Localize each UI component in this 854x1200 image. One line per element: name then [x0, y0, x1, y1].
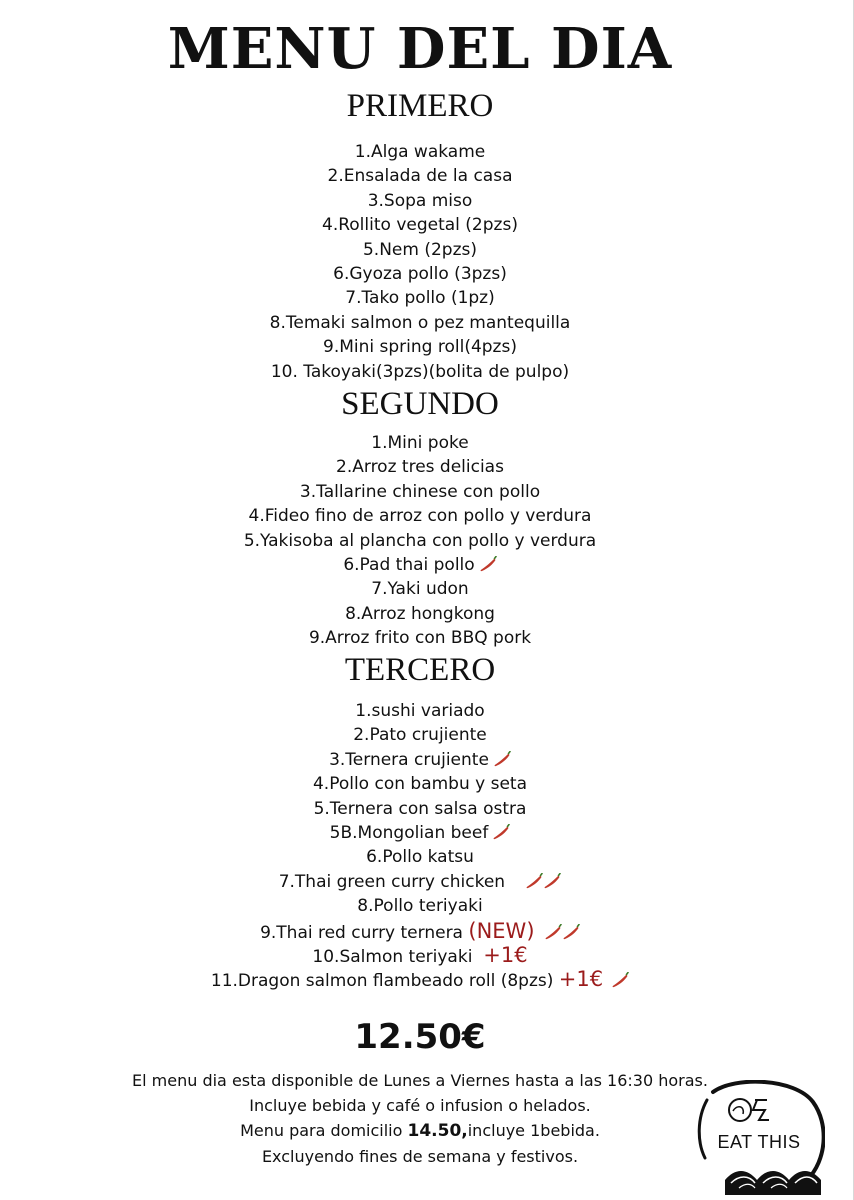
new-badge: (NEW)	[468, 918, 535, 943]
page-title: MENU DEL DIA	[167, 16, 673, 82]
list-item: 6.Pad thai pollo	[0, 553, 840, 577]
list-item: 5B.Mongolian beef	[0, 821, 840, 845]
list-item: 4.Pollo con bambu y seta	[312, 774, 528, 795]
surcharge-label: +1€	[558, 967, 604, 992]
note-availability: El menu dia esta disponible de Lunes a Viernes hasta a las 16:30 horas.	[132, 1071, 708, 1090]
list-item: 4.Fideo fino de arroz con pollo y verdura	[248, 506, 592, 527]
list-item: 8.Temaki salmon o pez mantequilla	[269, 312, 571, 333]
list-item: 10. Takoyaki(3pzs)(bolita de pulpo)	[270, 361, 570, 382]
list-item: 2.Arroz tres delicias	[336, 457, 504, 478]
chili-icon	[562, 924, 580, 940]
chili-icon	[543, 873, 561, 889]
chili-icon	[492, 824, 510, 840]
list-item: 6.Pollo katsu	[366, 847, 474, 868]
surcharge-label: +1€	[483, 942, 528, 967]
chili-icon	[611, 972, 629, 988]
delivery-price: 14.50,	[407, 1121, 468, 1141]
primero-list	[0, 140, 840, 384]
section-title-tercero: TERCERO	[344, 652, 496, 688]
list-item: 7.Tako pollo (1pz)	[345, 288, 495, 309]
list-item: 3.Tallarine chinese con pollo	[299, 481, 541, 502]
chili-icon	[493, 751, 511, 767]
section-title-segundo: SEGUNDO	[341, 386, 499, 422]
list-item: 5.Yakisoba al plancha con pollo y verdura	[243, 530, 597, 551]
list-item: 1.Alga wakame	[354, 142, 486, 162]
logo-text: EAT THIS	[717, 1132, 801, 1152]
list-item: 3.Sopa miso	[367, 190, 473, 211]
list-item: 11.Dragon salmon flambeado roll (8pzs) +1€	[0, 967, 840, 991]
note-includes: Incluye bebida y café o infusion o helados.	[249, 1096, 591, 1115]
section-title-primero: PRIMERO	[346, 88, 494, 124]
list-item: 9.Thai red curry ternera (NEW)	[0, 919, 840, 943]
list-item: 5.Nem (2pzs)	[362, 239, 477, 260]
list-item: 8.Arroz hongkong	[345, 603, 495, 624]
list-item: 2.Ensalada de la casa	[327, 166, 513, 187]
list-item: 10.Salmon teriyaki +1€	[312, 942, 528, 967]
tercero-list	[0, 699, 840, 992]
list-item: 1.sushi variado	[355, 701, 485, 721]
note-exclusions: Excluyendo fines de semana y festivos.	[261, 1147, 579, 1166]
list-item: 8.Pollo teriyaki	[357, 896, 483, 917]
note-delivery: Menu para domicilio 14.50,incluye 1bebida.	[240, 1121, 600, 1141]
list-item: 2.Pato crujiente	[353, 725, 487, 746]
list-item: 3.Ternera crujiente	[0, 748, 840, 772]
list-item: 7.Thai green curry chicken	[0, 870, 840, 894]
list-item: 6.Gyoza pollo (3pzs)	[333, 263, 507, 284]
list-item: 5.Ternera con salsa ostra	[313, 798, 527, 819]
list-item: 9.Mini spring roll(4pzs)	[323, 337, 517, 358]
segundo-list	[0, 431, 840, 651]
chili-icon	[479, 556, 497, 572]
chili-icon	[544, 924, 562, 940]
list-item: 4.Rollito vegetal (2pzs)	[322, 215, 518, 236]
list-item: 1.Mini poke	[371, 433, 469, 453]
chili-icon	[525, 873, 543, 889]
menu-price: 12.50€	[354, 1017, 486, 1057]
list-item: 7.Yaki udon	[371, 579, 469, 600]
list-item: 9.Arroz frito con BBQ pork	[308, 628, 532, 649]
